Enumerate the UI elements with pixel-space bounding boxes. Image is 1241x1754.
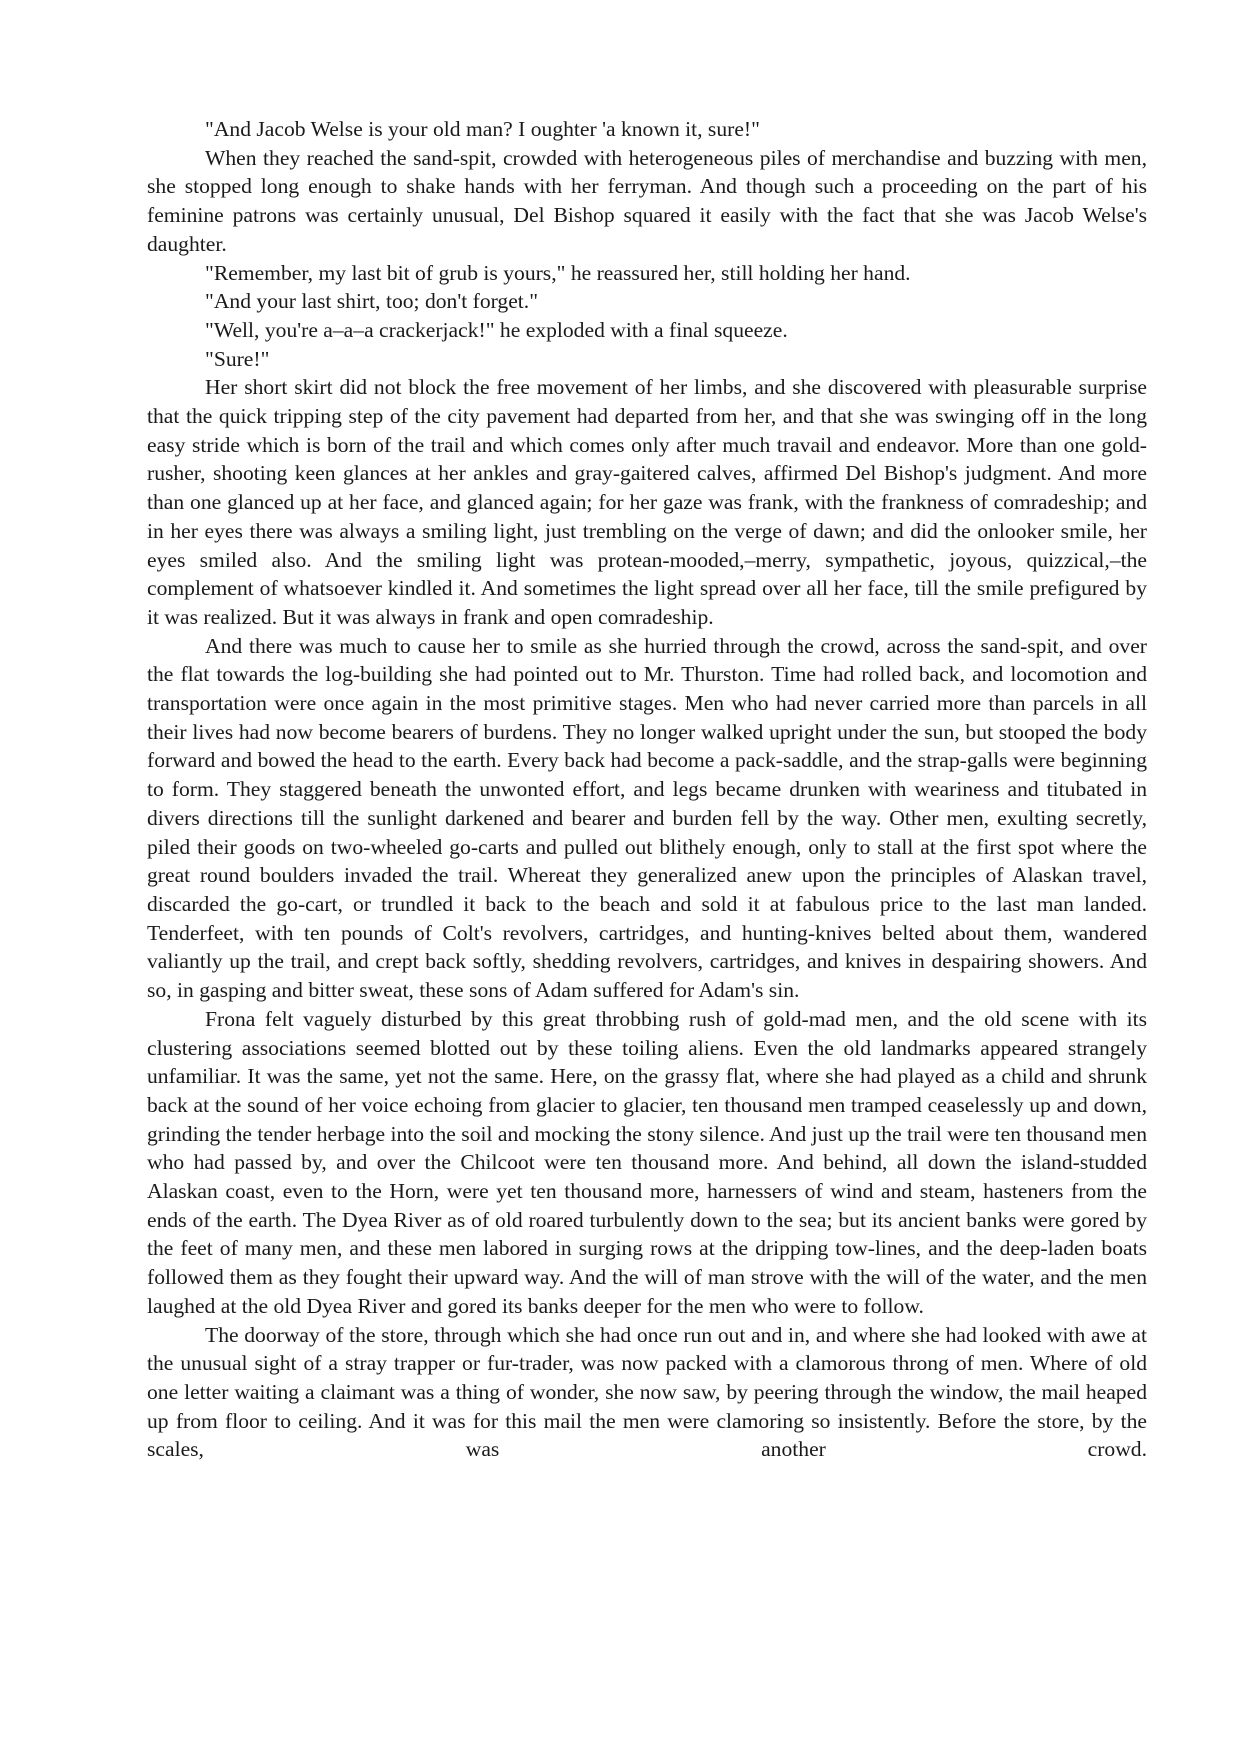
dialogue-sure: "Sure!" <box>205 346 270 371</box>
dialogue-last-grub: "Remember, my last bit of grub is yours," he reassured her, still holding her hand. <box>205 260 911 285</box>
paragraph-crowd: And there was much to cause her to smile as she hurried through the crowd, across the sand-spit, and over the flat towards the log-building she had pointed out to Mr. Thurston. Time had rolled back, and locomotion and transportation were once again in the most primitive stages. Men who had never carried more than parcels in all their lives had now become bearers of burdens. They no longer walked upright under the sun, but stooped the body forward and bowed the head to the earth. Every back had become a pack-saddle, and the strap-galls were beginning to form. They staggered beneath the unwonted effort, and legs became drunken with weariness and titubated in divers directions till the sunlight darkened and bearer and burden fell by the way. Other men, exulting secretly, piled their goods on two-wheeled go-carts and pulled out blithely enough, only to stall at the first spot where the great round boulders invaded the trail. Whereat they generalized anew upon the principles of Alaskan travel, discarded the go-cart, or trundled it back to the beach and sold it at fabulous price to the last man landed. Tenderfeet, with ten pounds of Colt's revolvers, cartridges, and hunting-knives belted about them, wandered valiantly up the trail, and crept back softly, shedding revolvers, cartridges, and knives in despairing showers. And so, in gasping and bitter sweat, these sons of Adam suffered for Adam's sin. <box>147 633 1147 1003</box>
document-page <box>147 115 1147 1464</box>
dialogue-last-shirt: "And your last shirt, too; don't forget." <box>205 289 539 314</box>
paragraph-short-skirt: Her short skirt did not block the free movement of her limbs, and she discovered with pleasurable surprise that the quick tripping step of the city pavement had departed from her, and that she was swinging off in the long easy stride which is born of the trail and which comes only after much travail and endeavor. More than one gold-rusher, shooting keen glances at her ankles and gray-gaitered calves, affirmed Del Bishop's judgment. And more than one glanced up at her face, and glanced again; for her gaze was frank, with the frankness of comradeship; and in her eyes there was always a smiling light, just trembling on the verge of dawn; and did the onlooker smile, her eyes smiled also. And the smiling light was protean-mooded,–merry, sympathetic, joyous, quizzical,–the complement of whatsoever kindled it. And sometimes the light spread over all her face, till the smile prefigured by it was realized. But it was always in frank and open comradeship. <box>147 375 1147 629</box>
paragraph-frona: Frona felt vaguely disturbed by this great throbbing rush of gold-mad men, and the old scene with its clustering associations seemed blotted out by these toiling aliens. Even the old landmarks appeared strangely unfamiliar. It was the same, yet not the same. Here, on the grassy flat, where she had played as a child and shrunk back at the sound of her voice echoing from glacier to glacier, ten thousand men tramped ceaselessly up and down, grinding the tender herbage into the soil and mocking the stony silence. And just up the trail were ten thousand men who had passed by, and over the Chilcoot were ten thousand more. And behind, all down the island-studded Alaskan coast, even to the Horn, were yet ten thousand more, harnessers of wind and steam, hasteners from the ends of the earth. The Dyea River as of old roared turbulently down to the sea; but its ancient banks were gored by the feet of many men, and these men labored in surging rows at the dripping tow-lines, and the deep-laden boats followed them as they fought their upward way. And the will of man strove with the will of the water, and the men laughed at the old Dyea River and gored its banks deeper for the men who were to follow. <box>147 1006 1147 1318</box>
paragraph-store-doorway: The doorway of the store, through which she had once run out and in, and where she had looked with awe at the unusual sight of a stray trapper or fur-trader, was now packed with a clamorous throng of men. Where of old one letter waiting a claimant was a thing of wonder, she now saw, by peering through the window, the mail heaped up from floor to ceiling. And it was for this mail the men were clamoring so insistently. Before the store, by the scales, was another crowd. <box>147 1322 1147 1462</box>
paragraph-sand-spit: When they reached the sand-spit, crowded with heterogeneous piles of merchandise and buzzing with men, she stopped long enough to shake hands with her ferryman. And though such a proceeding on the part of his feminine patrons was certainly unusual, Del Bishop squared it easily with the fact that she was Jacob Welse's daughter. <box>147 145 1147 256</box>
dialogue-crackerjack: "Well, you're a–a–a crackerjack!" he exploded with a final squeeze. <box>205 317 788 342</box>
dialogue-jacob-welse: "And Jacob Welse is your old man? I oughter 'a known it, sure!" <box>205 117 760 141</box>
